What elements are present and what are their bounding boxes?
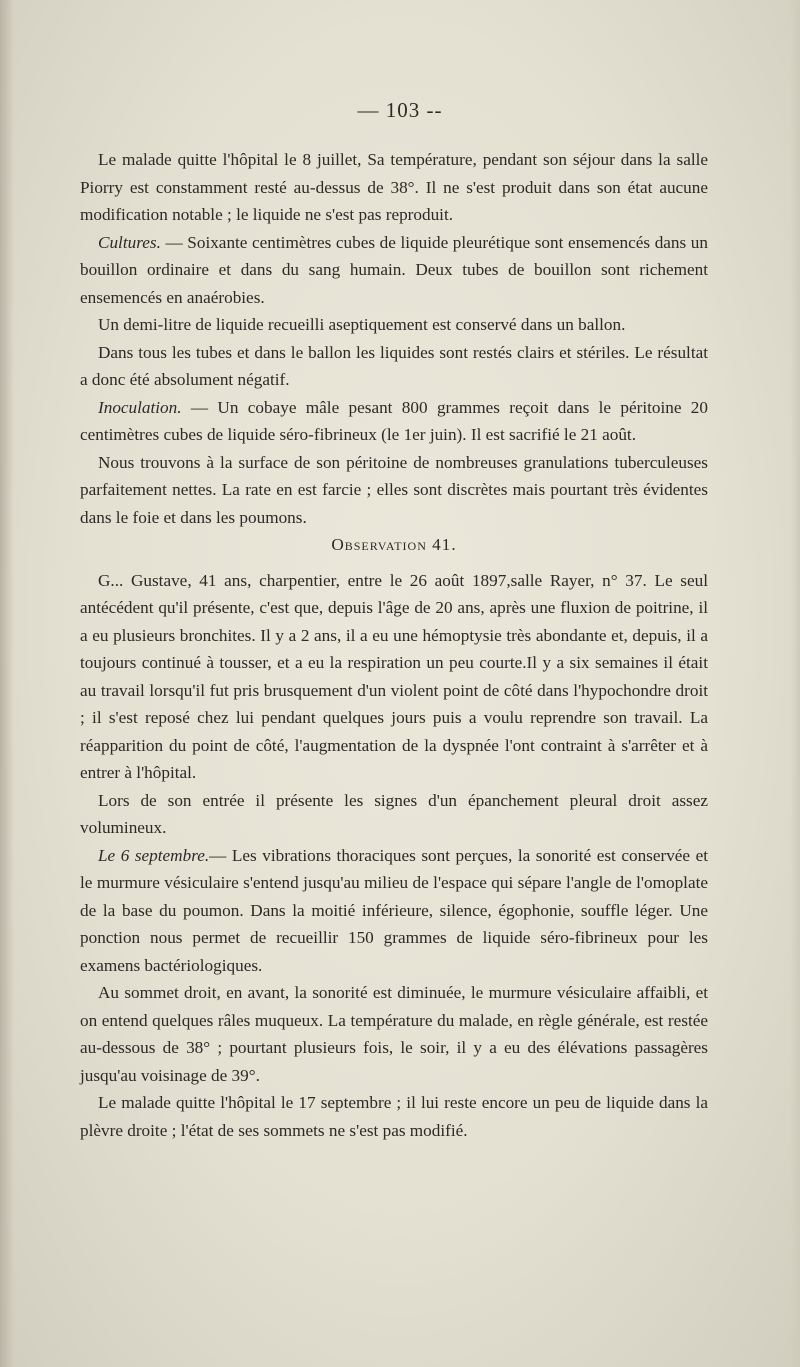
paragraph-lead: Inoculation.: [98, 397, 182, 417]
paragraph: Dans tous les tubes et dans le ballon les liquides sont restés clairs et stériles. Le résultat a donc été absolument négatif.: [80, 342, 708, 389]
paragraph-lead: Cultures.: [98, 232, 161, 252]
paragraph: Un demi-litre de liquide recueilli aseptiquement est conservé dans un ballon.: [98, 315, 626, 334]
paragraph: Le malade quitte l'hôpital le 8 juillet, Sa température, pendant son séjour dans la salle Piorry est constamment resté au-dessus de 38°. Il ne s'est produit dans son état aucune modification notable ; le liquide ne s'est pas reproduit.: [80, 150, 708, 224]
paragraph: Nous trouvons à la surface de son péritoine de nombreuses granulations tuberculeuses parfaitement nettes. La rate en est farcie ; elles sont discrètes mais pourtant très évidentes dans le foie et dans les poumons.: [80, 452, 708, 527]
paragraph: G... Gustave, 41 ans, charpentier, entre le 26 août 1897,salle Rayer, n° 37. Le seul antécédent qu'il présente, c'est que, depuis l'âge de 20 ans, après une fluxion de poitrine, il a eu plusieurs bronchites. Il y a 2 ans, il a eu une hémoptysie très abondante et, depuis, il a toujours continué à tousser, et a eu la respiration un peu courte.Il y a six semaines il était au travail lorsqu'il fut pris brusquement d'un violent point de côté dans l'hypochondre droit ; il s'est reposé chez lui pendant quelques jours puis a voulu reprendre son travail. La réapparition du point de côté, l'augmentation de la dyspnée l'ont contraint à s'arrêter et à entrer à l'hôpital.: [80, 570, 708, 782]
paragraph: Lors de son entrée il présente les signes d'un épanchement pleural droit assez volumineux.: [80, 790, 708, 837]
page-body: [80, 146, 708, 1144]
section-heading: Observation 41.: [331, 535, 457, 554]
page-number: — 103 --: [357, 98, 443, 122]
paragraph-lead: Le 6 septembre.: [98, 845, 210, 865]
page-edge-shadow: [0, 0, 14, 1367]
paragraph: Au sommet droit, en avant, la sonorité est diminuée, le murmure vésiculaire affaibli, et on entend quelques râles muqueux. La température du malade, en règle générale, est restée au-dessous de 38° ; pourtant plusieurs fois, le soir, il y a eu des élévations passagères jusqu'au voisinage de 39°.: [80, 983, 708, 1085]
page-edge-shadow-right: [790, 0, 800, 1367]
paragraph: Cultures. — Soixante centimètres cubes de liquide pleurétique sont ensemencés dans un bouillon ordinaire et dans du sang humain. Deux tubes de bouillon sont richement ensemencés en anaérobies.: [80, 232, 708, 307]
paragraph: Le 6 septembre.— Les vibrations thoraciques sont perçues, la sonorité est conservée et le murmure vésiculaire s'entend jusqu'au milieu de l'espace qui sépare l'angle de l'omoplate de la base du poumon. Dans la moitié inférieure, silence, égophonie, souffle léger. Une ponction nous permet de recueillir 150 grammes de liquide séro-fibrineux pour les examens bactériologiques.: [80, 845, 708, 975]
paragraph: Inoculation. — Un cobaye mâle pesant 800 grammes reçoit dans le péritoine 20 centimètres cubes de liquide séro-fibrineux (le 1er juin). Il est sacrifié le 21 août.: [80, 397, 708, 444]
paragraph: Le malade quitte l'hôpital le 17 septembre ; il lui reste encore un peu de liquide dans la plèvre droite ; l'état de ses sommets ne s'est pas modifié.: [80, 1093, 708, 1140]
